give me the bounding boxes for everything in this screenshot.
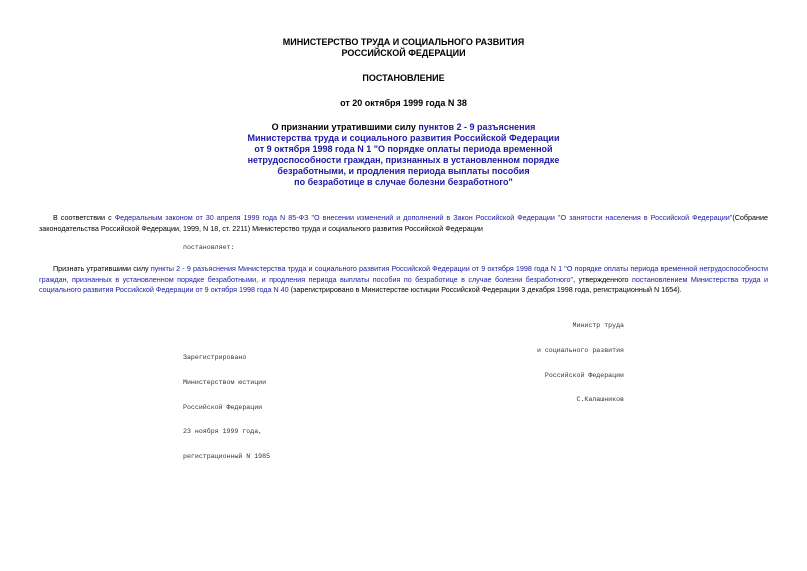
title-link-line-5[interactable]: безработными, и продления периода выплаты пособия <box>277 166 530 176</box>
document-date-number: от 20 октября 1999 года N 38 <box>340 98 467 108</box>
title-link-line-1[interactable]: пунктов 2 - 9 разъяснения <box>418 122 536 132</box>
document-title <box>0 122 807 188</box>
resolution-40-link[interactable]: постановлением Министерства труда и социального развития Российской Федерации от 9 октября 1998 года N 40 <box>39 274 768 294</box>
signature-line-2: и социального развития <box>536 347 624 355</box>
preamble-paragraph <box>39 213 768 234</box>
federal-law-link[interactable]: Федеральным законом от 30 апреля 1999 года N 85-ФЗ "О внесении изменений и дополнений в Закон Российской Федерации "О занятости населения в Российской Федерации" <box>114 213 733 222</box>
title-link-line-4[interactable]: нетрудоспособности граждан, признанных в установленном порядке <box>247 155 560 165</box>
registration-block <box>183 338 270 469</box>
signature-line-3: Российской Федерации <box>544 371 624 379</box>
registration-line-2: Министерством юстиции <box>183 379 267 387</box>
title-link-line-6[interactable]: по безработице в случае болезни безработного" <box>294 177 513 187</box>
title-line-1 <box>0 122 807 133</box>
ministry-name-line1: МИНИСТЕРСТВО ТРУДА И СОЦИАЛЬНОГО РАЗВИТИЯ <box>282 37 525 47</box>
clarification-link[interactable]: пункты 2 - 9 разъяснения Министерства труда и социального развития Российской Федерации от 9 октября 1998 года N 1 "О порядке оплаты периода временной нетрудоспособности граждан, признанных в установленном порядке безработными, и продления периода выплаты пособия по безработице в случае болезни безработного" <box>39 264 769 284</box>
title-link-line-2[interactable]: Министерства труда и социального развития Российской Федерации <box>247 133 560 143</box>
operative-mid: , утвержденного <box>573 274 633 284</box>
document-type: ПОСТАНОВЛЕНИЕ <box>362 73 445 83</box>
registration-line-3: Российской Федерации <box>183 403 263 411</box>
title-prefix: О признании утратившими силу <box>271 122 419 132</box>
signature-block <box>537 306 624 413</box>
operative-tail: (зарегистрировано в Министерстве юстиции Российской Федерации 3 декабря 1998 года, регистрационный N 1654). <box>288 285 682 294</box>
signature-line-1: Министр труда <box>572 322 624 330</box>
signature-name: С.Калашников <box>576 396 624 404</box>
operative-lead: Признать утратившими силу <box>53 264 151 273</box>
preamble-tail: (Собрание законодательства Российской Федерации, 1999, N 18, ст. 2211) Министерство труда и социального развития Российской Федерации <box>39 213 769 233</box>
ministry-name-line2: РОССИЙСКОЙ ФЕДЕРАЦИИ <box>341 48 466 58</box>
preamble-lead: В соответствии с <box>53 213 115 222</box>
resolves-text: постановляет: <box>183 244 235 251</box>
title-link-line-3[interactable]: от 9 октября 1998 года N 1 "О порядке оплаты периода временной <box>254 144 553 154</box>
operative-paragraph <box>39 264 768 296</box>
registration-line-4: 23 ноября 1999 года, <box>183 428 263 436</box>
registration-line-5: регистрационный N 1985 <box>183 452 271 460</box>
document-header <box>0 37 807 109</box>
registration-line-1: Зарегистрировано <box>183 354 247 362</box>
